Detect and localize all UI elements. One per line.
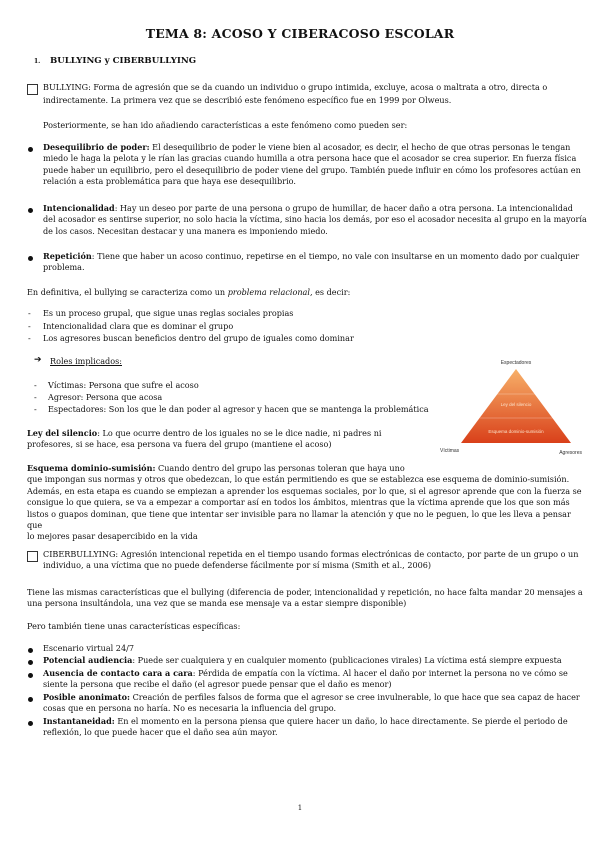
checkbox-icon xyxy=(27,551,38,562)
label-instantaneidad: Instantaneidad: xyxy=(43,716,115,726)
pyramid-label-middle: Ley del silencio xyxy=(500,402,532,407)
text-desequilibrio-1: El desequilibrio de poder le viene bien al acosador, es decir, el hecho de que otras personas le tengan xyxy=(149,142,571,152)
text-intencionalidad-2: del acosador es sentirse superior, no solo hacia la víctima, sino hacia los demás, por eso el acosador necesita al grupo en la mayoría xyxy=(43,214,587,225)
list-item: Intencionalidad clara que es dominar el grupo xyxy=(43,321,234,331)
paragraph-en-definitiva xyxy=(27,287,350,298)
bullet-icon xyxy=(28,147,33,152)
page-number: 1 xyxy=(297,804,303,812)
pyramid-label-right: Agresores xyxy=(559,450,582,456)
section-title: BULLYING y CIBERBULLYING xyxy=(50,56,197,66)
bullet-icon xyxy=(28,721,33,726)
dash-marker: - xyxy=(28,308,31,318)
text-intencionalidad-3: de los casos. Necesitan destacar y una manera es imponiendo miedo. xyxy=(43,225,328,236)
label-anonimato: Posible anonimato: xyxy=(43,692,131,702)
text-esquema-5: listos o guapos dominan, que tiene que intentar ser invisible para no llamar la atención y que no le peguen, lo que les lleva a pensar que xyxy=(27,508,571,531)
bullet-icon xyxy=(28,648,33,653)
text-tiene-2: una persona insultándola, una vez que se manda ese mensaje va a estar siempre disponible) xyxy=(27,598,407,609)
paragraph-tiene xyxy=(27,587,592,610)
dash-marker: - xyxy=(34,392,37,402)
item-intencionalidad xyxy=(43,203,593,237)
bullet-icon xyxy=(28,660,33,665)
text-cyber-1: CIBERBULLYING: Agresión intencional repetida en el tiempo usando formas electrónicas de contacto, por parte de un grupo o un xyxy=(43,549,579,559)
text-desequilibrio-3: puede haber un equilibrio, pero el desequilibrio de poder viene del grupo. También puede influir en cómo los profesores actúan en xyxy=(43,164,581,175)
text-ley-1: : Lo que ocurre dentro de los iguales no se le dice nadie, ni padres ni xyxy=(97,428,382,438)
bullying-definition-line2: indirectamente. La primera vez que se describió este fenómeno específico fue en 1999 por Olweus. xyxy=(43,95,452,105)
section-heading xyxy=(34,56,196,66)
text-instant-2: reflexión, lo que puede hacer que el daño sea aún mayor. xyxy=(43,727,278,738)
bullet-icon xyxy=(28,697,33,702)
roles-heading: Roles implicados: xyxy=(50,356,122,366)
item-anonimato xyxy=(43,692,593,715)
dash-marker: - xyxy=(34,380,37,390)
paragraph-pero: Pero también tiene unas características específicas: xyxy=(27,621,241,631)
item-escenario: Escenario virtual 24/7 xyxy=(43,643,134,653)
label-potencial: Potencial audiencia xyxy=(43,655,133,665)
list-item: Víctimas: Persona que sufre el acoso xyxy=(48,380,199,390)
label-ausencia: Ausencia de contacto cara a cara xyxy=(43,668,193,678)
text-potencial: : Puede ser cualquiera y en cualquier momento (publicaciones virales) La víctima está siempre expuesta xyxy=(132,655,562,665)
text-instant-1: En el momento en la persona piensa que quiere hacer un daño, lo hace directamente. Se pierde el periodo de xyxy=(114,716,568,726)
item-desequilibrio xyxy=(43,142,593,188)
label-esquema: Esquema dominio-sumisión: xyxy=(27,463,156,473)
text-esquema-2: que impongan sus normas y otros que obedezcan, lo que están permitiendo es que se establezca ese esquema de dominio-sumisión. xyxy=(27,474,570,485)
text-esquema-3: Además, en esta etapa es cuando se empiezan a aprender los esquemas sociales, por lo que, si el agresor aprende que con la fuerza se xyxy=(27,485,582,496)
item-ausencia xyxy=(43,668,593,691)
text-esquema-4: consigue lo que quiera, se va a empezar a comportar así en todos los ámbitos, mientras que la víctima aprende que los que son más xyxy=(27,497,570,508)
list-item: Los agresores buscan beneficios dentro del grupo de iguales como dominar xyxy=(43,333,354,343)
list-item: Es un proceso grupal, que sigue unas reglas sociales propias xyxy=(43,308,294,318)
pyramid-label-left: Víctimas xyxy=(440,448,460,454)
arrow-right-icon: ➔ xyxy=(34,355,42,365)
text-definitiva-em: problema relacional xyxy=(227,287,310,297)
text-tiene-1: Tiene las mismas características que el bullying (diferencia de poder, intencionalidad y repetición, no hace falta mandar 20 mensajes a xyxy=(27,587,583,597)
checkbox-icon xyxy=(27,84,38,95)
text-intencionalidad-1: : Hay un deseo por parte de una persona o grupo de humillar, de hacer daño a otra persona. La intencionalidad xyxy=(114,203,573,213)
dash-marker: - xyxy=(34,404,37,414)
text-desequilibrio-2: miedo le haga la pelota y le rían las gracias cuando humilla a otra persona hace que el acosador se crea superior. En fuerza física xyxy=(43,153,577,164)
roles-pyramid-diagram xyxy=(436,357,586,457)
text-cyber-2: individuo, a una víctima que no puede defenderse fácilmente por sí misma (Smith et al., 2006) xyxy=(43,560,432,571)
text-anonimato-1: Creación de perfiles falsos de forma que el agresor se cree invulnerable, lo que hace que sea capaz de hacer xyxy=(130,692,580,702)
text-esquema-1: Cuando dentro del grupo las personas toleran que haya uno xyxy=(155,463,405,473)
text-anonimato-2: cosas que en persona no haría. No es necesaria la influencia del grupo. xyxy=(43,703,337,714)
item-instantaneidad xyxy=(43,716,593,739)
bullet-icon xyxy=(28,208,33,213)
bullying-definition-line1: BULLYING: Forma de agresión que se da cuando un individuo o grupo intimida, excluye, acosa o maltrata a otro, directa o xyxy=(43,82,548,92)
page-title: TEMA 8: ACOSO Y CIBERACOSO ESCOLAR xyxy=(145,26,455,41)
text-desequilibrio-4: relación a esta problemática para que haya ese desequilibrio. xyxy=(43,176,296,187)
bullet-icon xyxy=(28,673,33,678)
item-potencial xyxy=(43,655,593,666)
dash-marker: - xyxy=(28,333,31,343)
paragraph-posteriormente: Posteriormente, se han ido añadiendo características a este fenómeno como pueden ser: xyxy=(43,120,408,130)
dash-marker: - xyxy=(28,321,31,331)
pyramid-label-bottom: Esquema dominio-sumisión xyxy=(488,429,544,434)
list-item: Espectadores: Son los que le dan poder al agresor y hacen que se mantenga la problemática xyxy=(48,404,429,414)
label-intencionalidad: Intencionalidad xyxy=(43,203,115,213)
item-repeticion xyxy=(43,251,593,274)
text-repeticion-2: problema. xyxy=(43,262,85,273)
text-ley-2: profesores, si se hace, esa persona va fuera del grupo (mantiene el acoso) xyxy=(27,439,332,450)
ley-del-silencio xyxy=(27,428,427,451)
label-desequilibrio: Desequilibrio de poder: xyxy=(43,142,150,152)
text-ausencia-1: : Pérdida de empatía con la víctima. Al hacer el daño por internet la persona no ve cómo se xyxy=(192,668,568,678)
bullet-icon xyxy=(28,256,33,261)
text-definitiva-pre: En definitiva, el bullying se caracteriza como un xyxy=(27,287,228,297)
list-item: Agresor: Persona que acosa xyxy=(48,392,163,402)
text-ausencia-2: siente la persona que recibe el daño (el agresor puede pensar que el daño es menor) xyxy=(43,679,392,690)
text-definitiva-post: , es decir: xyxy=(309,287,351,297)
label-repeticion: Repetición xyxy=(43,251,92,261)
text-esquema-6: lo mejores pasar desapercibido en la vida xyxy=(27,531,198,542)
section-number: 1. xyxy=(34,58,41,65)
label-ley: Ley del silencio xyxy=(27,428,98,438)
esquema-dominio-sumision xyxy=(27,463,587,543)
text-repeticion-1: : Tiene que haber un acoso continuo, repetirse en el tiempo, no vale con insultarse en un momento dado por cualquier xyxy=(91,251,580,261)
ciberbullying-definition xyxy=(43,549,593,572)
pyramid-label-top: Espectadores xyxy=(500,360,532,366)
